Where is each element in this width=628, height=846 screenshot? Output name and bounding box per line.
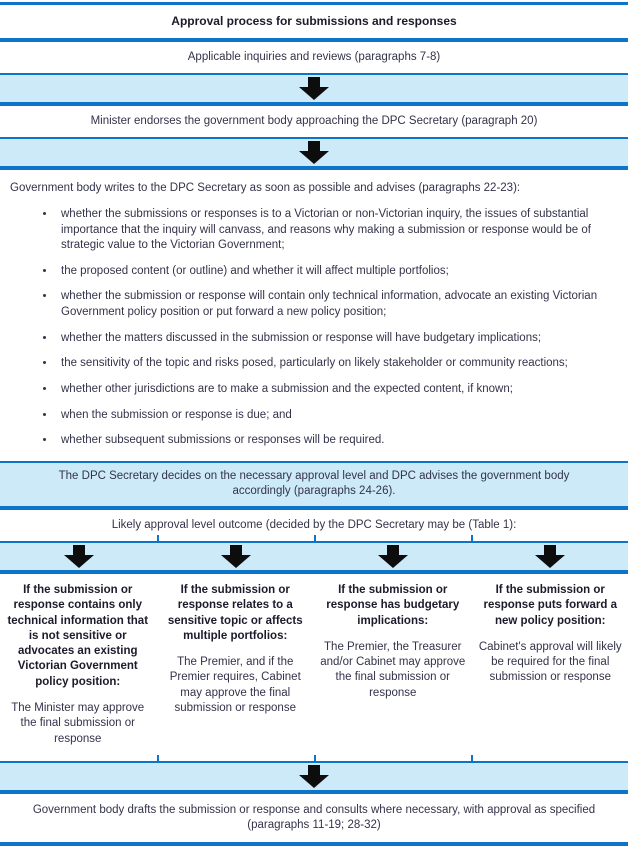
outcome-result: The Premier, the Treasurer and/or Cabinet may approve the final submission or response bbox=[320, 640, 466, 699]
flowchart-title: Approval process for submissions and responses bbox=[171, 14, 457, 28]
outcome-new-policy-position bbox=[477, 583, 625, 751]
outcome-sensitive-topic bbox=[162, 583, 310, 751]
outcome-budgetary-implications bbox=[319, 583, 467, 751]
bullet-item: • when the submission or response is due; and bbox=[56, 408, 598, 424]
outcome-condition: If the submission or response contains only technical information that is not sensitive or advocates an existing Victorian Government policy position: bbox=[7, 584, 149, 688]
column-divider-tick bbox=[471, 535, 473, 541]
section-government-body-advises bbox=[0, 170, 628, 461]
bullet-item: • whether the matters discussed in the submission or response will have budgetary implications; bbox=[56, 331, 598, 347]
step-likely-outcome-intro: Likely approval level outcome (decided by the DPC Secretary may be (Table 1): bbox=[111, 518, 517, 531]
step-dpc-secretary-decides: The DPC Secretary decides on the necessary approval level and DPC advises the government body accordingly (paragraphs 24-26). bbox=[0, 461, 628, 510]
bullet-item: • whether the submissions or responses is to a Victorian or non-Victorian inquiry, the issues of substantial importance that the inquiry will canvass, and reasons why making a submission or response would be of strategic value to the Victorian Government; bbox=[56, 207, 598, 254]
advises-bullet-list bbox=[10, 207, 612, 449]
bullet-item: • whether subsequent submissions or responses will be required. bbox=[56, 433, 598, 449]
bullet-item: • whether other jurisdictions are to make a submission and the expected content, if known; bbox=[56, 382, 598, 398]
down-arrow-icon bbox=[64, 545, 94, 568]
down-arrow-icon bbox=[299, 765, 329, 788]
outcome-condition: If the submission or response has budgetary implications: bbox=[326, 584, 460, 627]
down-arrow-icon bbox=[535, 545, 565, 568]
outcome-result: Cabinet's approval will likely be required for the final submission or response bbox=[478, 640, 622, 684]
bullet-item: • the sensitivity of the topic and risks posed, particularly on likely stakeholder or community reactions; bbox=[56, 356, 598, 372]
bullet-item: • whether the submission or response will contain only technical information, advocate an existing Victorian Government policy position or put forward a new policy position; bbox=[56, 289, 598, 320]
step-minister-endorses: Minister endorses the government body approaching the DPC Secretary (paragraph 20) bbox=[90, 115, 538, 128]
flow-band-1 bbox=[0, 73, 628, 106]
bottom-divider bbox=[0, 842, 628, 846]
column-divider-tick bbox=[157, 535, 159, 541]
column-divider-tick bbox=[314, 755, 316, 761]
bullet-item: • the proposed content (or outline) and whether it will affect multiple portfolios; bbox=[56, 264, 598, 280]
outcome-result: The Premier, and if the Premier requires, Cabinet may approve the final submission or response bbox=[169, 656, 301, 715]
down-arrow-icon bbox=[221, 545, 251, 568]
advises-intro: Government body writes to the DPC Secretary as soon as possible and advises (paragraphs 22-23): bbox=[10, 182, 521, 195]
step-government-body-drafts: Government body drafts the submission or response and consults where necessary, with approval as specified (paragraphs 11-19; 28-32) bbox=[32, 804, 596, 832]
column-divider-tick bbox=[157, 755, 159, 761]
down-arrow-icon bbox=[299, 77, 329, 100]
outcome-technical-information bbox=[4, 583, 152, 751]
outcome-condition: If the submission or response puts forward a new policy position: bbox=[483, 584, 618, 627]
flow-band-2 bbox=[0, 137, 628, 170]
flow-band-outcomes bbox=[0, 541, 628, 574]
outcome-columns bbox=[0, 574, 628, 761]
down-arrow-icon bbox=[378, 545, 408, 568]
step-applicable-inquiries: Applicable inquiries and reviews (paragraphs 7-8) bbox=[187, 51, 441, 63]
column-divider-tick bbox=[471, 755, 473, 761]
down-arrow-icon bbox=[299, 141, 329, 164]
column-divider-tick bbox=[314, 535, 316, 541]
outcome-condition: If the submission or response relates to a sensitive topic or affects multiple portfolios: bbox=[167, 584, 303, 642]
outcome-result: The Minister may approve the final submission or response bbox=[11, 702, 145, 745]
flow-band-final bbox=[0, 761, 628, 794]
